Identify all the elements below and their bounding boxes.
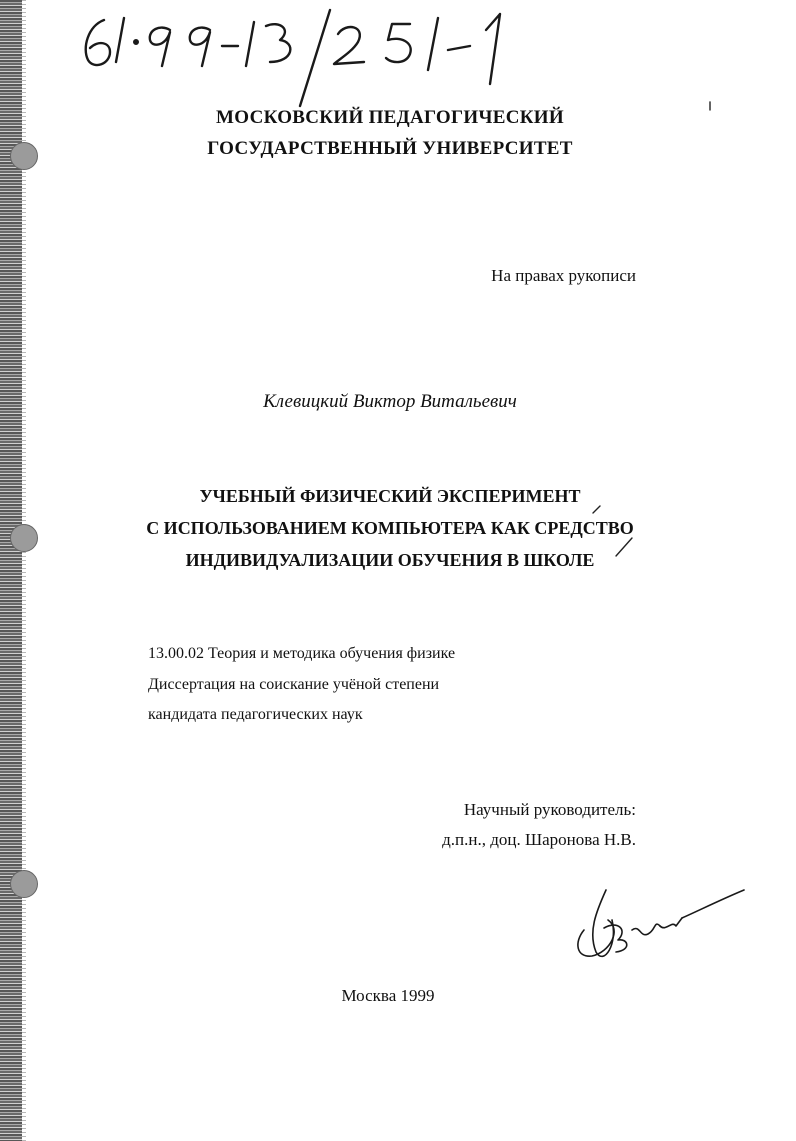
supervisor-name: д.п.н., доц. Шаронова Н.В. [442, 830, 636, 849]
title-line-3: ИНДИВИДУАЛИЗАЦИИ ОБУЧЕНИЯ В ШКОЛЕ [185, 550, 595, 570]
supervisor-label: Научный руководитель: [463, 800, 636, 819]
title-line-1: УЧЕБНЫЙ ФИЗИЧЕСКИЙ ЭКСПЕРИМЕНТ [199, 486, 581, 506]
degree-line-2: кандидата педагогических наук [148, 706, 363, 723]
rights-note: На правах рукописи [491, 266, 636, 285]
title-line-2: С ИСПОЛЬЗОВАНИЕМ КОМПЬЮТЕРА КАК СРЕДСТВО [146, 518, 634, 538]
city-year: Москва 1999 [341, 986, 435, 1005]
author-name: Клевицкий Виктор Витальевич [263, 391, 517, 412]
institution-line-2: ГОСУДАРСТВЕННЫЙ УНИВЕРСИТЕТ [207, 138, 573, 159]
institution-line-1: МОСКОВСКИЙ ПЕДАГОГИЧЕСКИЙ [216, 107, 564, 128]
specialty-code: 13.00.02 Теория и методика обучения физике [148, 645, 456, 662]
degree-line-1: Диссертация на соискание учёной степени [148, 676, 440, 693]
